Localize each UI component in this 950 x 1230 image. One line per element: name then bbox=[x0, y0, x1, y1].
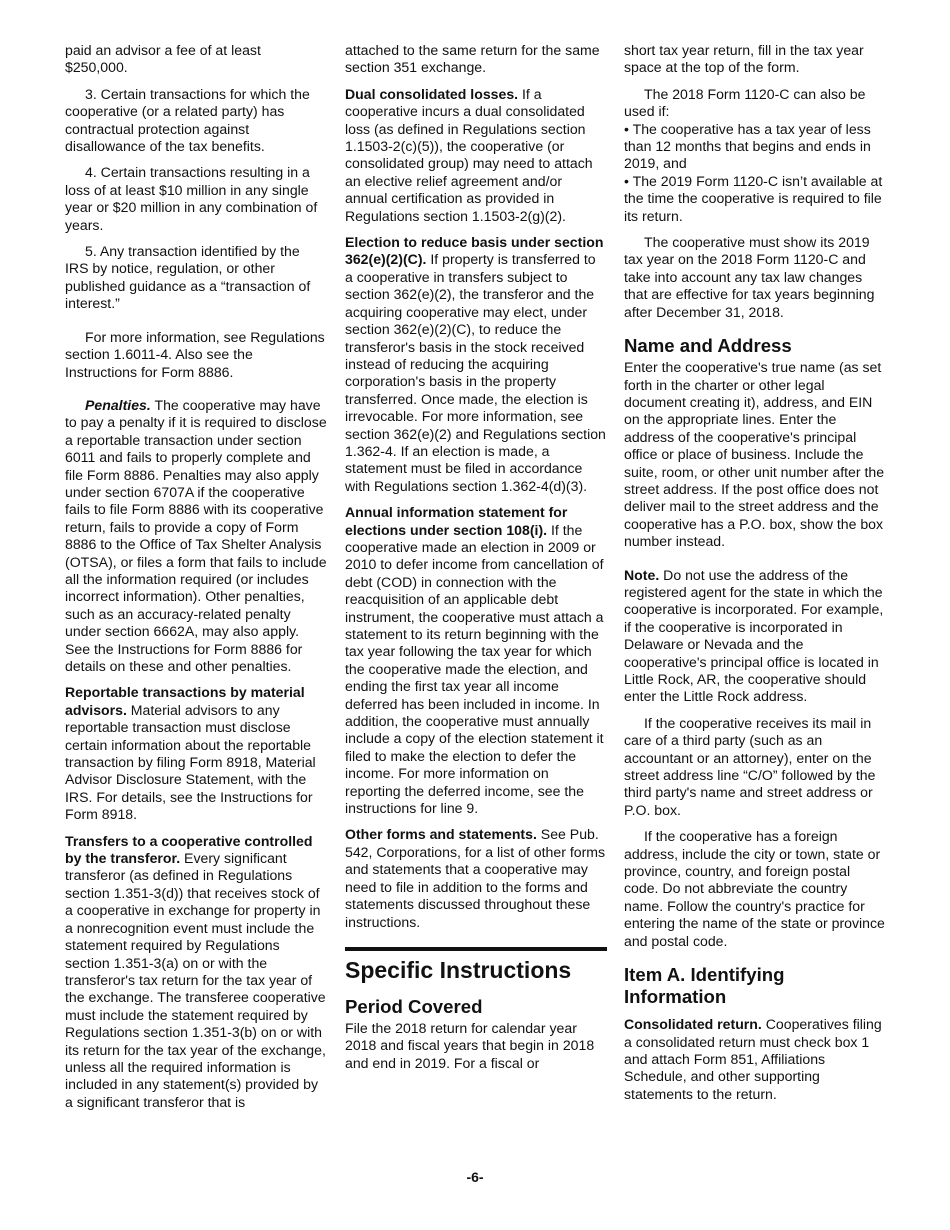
list-item-4: 4. Certain transactions resulting in a loss of at least $10 million in any single year or $20 million in any combination of years. bbox=[65, 164, 318, 233]
dual-losses-heading: Dual consolidated losses. bbox=[345, 85, 519, 102]
dual-losses-text: If a cooperative incurs a dual consolidated loss (as defined in Regulations section 1.1503-2(c)(5)), the cooperative (or consolidated group) may need to attach an elective relief agreement and/or annual certification as provided in Regulations section 1.1503-2(g)(2). bbox=[345, 85, 593, 224]
election-paragraph bbox=[345, 234, 607, 495]
other-forms-text: See Pub. 542, Corporations, for a list of other forms and statements that a cooperative may need to file in addition to the forms and statements discussed throughout these instructions. bbox=[345, 826, 606, 930]
item-a-heading: Item A. Identifying Information bbox=[624, 964, 785, 1008]
bullet-item-1: • The cooperative has a tax year of less than 12 months that begins and ends in 2019, and bbox=[624, 120, 871, 172]
annual-statement-heading: Annual information statement for elections under section 108(i). bbox=[345, 504, 568, 538]
reportable-heading: Reportable transactions by material advisors. bbox=[65, 684, 305, 718]
care-of-paragraph: If the cooperative receives its mail in care of a third party (such as an accountant or an attorney), enter on the street address line “C/O” followed by the third party's name and street address or P.O. box. bbox=[624, 714, 876, 818]
column-2 bbox=[345, 42, 607, 1072]
reportable-text: Material advisors to any reportable transaction must disclose certain information about the reportable transaction by filing Form 8918, Material Advisor Disclosure Statement, with the IRS. For details, see the Instructions for Form 8918. bbox=[65, 701, 316, 823]
dual-losses-paragraph bbox=[345, 86, 607, 225]
also-used-paragraph: The 2018 Form 1120-C can also be used if: bbox=[624, 85, 866, 120]
foreign-address-paragraph: If the cooperative has a foreign address, include the city or town, state or province, country, and foreign postal code. Do not abbreviate the country name. Follow the country's practice for entering the name of the state or province and postal code. bbox=[624, 828, 885, 949]
page-number: -6- bbox=[466, 1169, 484, 1185]
annual-statement-text: If the cooperative made an election in 2009 or 2010 to defer income from cancellation of debt (COD) in connection with the reacquisition of an applicable debt instrument, the cooperative must attach a statement to its return beginning with the tax year following the tax year for which the cooperative made the election, and ending the first tax year all income deferred has been included in income. In addition, the cooperative must annually include a copy of the election statement it filed to make the election to defer the income. For more information on reporting the deferred income, see the instructions for line 9. bbox=[345, 521, 604, 817]
transfers-text: Every significant transferor (as defined in Regulations section 1.351-3(d)) that receives stock of a cooperative in exchange for property in a nonrecognition event must include the statement required by Regulations section 1.351-3(a) on or with the transferor's tax return for the tax year of the exchange. The transferee cooperative must include the statement required by Regulations section 1.351-3(b) on or with its return for the tax year of the exchange, unless all the required information is included in any statement(s) provided by a significant transferor that is bbox=[65, 850, 326, 1110]
note-text: Do not use the address of the registered agent for the state in which the cooperative is incorporated. For example, if the cooperative is incorporated in Delaware or Nevada and the cooperative's principal office is located in Little Rock, AR, the cooperative should enter the Little Rock address. bbox=[624, 566, 884, 705]
consolidated-return-heading: Consolidated return. bbox=[624, 1016, 762, 1033]
more-info-paragraph: For more information, see Regulations section 1.6011-4. Also see the Instructions for Form 8886. bbox=[65, 328, 325, 380]
name-address-text: Enter the cooperative's true name (as set forth in the charter or other legal document creating it), address, and EIN on the appropriate lines. Enter the address of the cooperative's principal office or place of business. Include the suite, room, or other unit number after the street address. If the post office does not deliver mail to the street address and the cooperative has a P.O. box, show the box number instead. bbox=[624, 359, 885, 550]
other-forms-heading: Other forms and statements. bbox=[345, 826, 537, 843]
reportable-paragraph bbox=[65, 684, 327, 823]
election-heading: Election to reduce basis under section 362(e)(2)(C). bbox=[345, 234, 604, 268]
bullet-item-2: • The 2019 Form 1120-C isn’t available at the time the cooperative is required to file its return. bbox=[624, 172, 883, 224]
period-covered-text: File the 2018 return for calendar year 2018 and fiscal years that begin in 2018 and end in 2019. For a fiscal or bbox=[345, 1019, 595, 1071]
list-item-5: 5. Any transaction identified by the IRS by notice, regulation, or other published guidance as a “transaction of interest.” bbox=[65, 243, 311, 312]
paragraph-continuation: attached to the same return for the same section 351 exchange. bbox=[345, 42, 600, 76]
consolidated-return-paragraph bbox=[624, 1016, 887, 1103]
paragraph-continuation: paid an advisor a fee of at least $250,000. bbox=[65, 42, 261, 76]
election-text: If property is transferred to a cooperative in transfers subject to section 362(e)(2), the transferor and the acquiring cooperative may elect, under section 362(e)(2)(C), to reduce the transferor's basis in the stock received instead of reducing the acquiring corporation's basis in the property transferred. Once made, the election is irrevocable. For more information, see section 362(e)(2) and Regulations section 1.362-4. If an election is made, a statement must be filed in accordance with Regulations section 1.362-4(d)(3). bbox=[345, 251, 606, 494]
transfers-paragraph bbox=[65, 833, 327, 1112]
list-item-3: 3. Certain transactions for which the cooperative (or a related party) has contractual protection against disallowance of the tax benefits. bbox=[65, 85, 310, 155]
paragraph-continuation: short tax year return, fill in the tax year space at the top of the form. bbox=[624, 42, 864, 76]
annual-statement-paragraph bbox=[345, 504, 607, 817]
transfers-heading: Transfers to a cooperative controlled by the transferor. bbox=[65, 832, 313, 867]
consolidated-return-text: Cooperatives filing a consolidated return must check box 1 and attach Form 851, Affiliations Schedule, and other supporting statements to the return. bbox=[624, 1016, 882, 1102]
penalties-text: The cooperative may have to pay a penalty if it is required to disclose a reportable transaction under section 6011 and fails to properly complete and file Form 8886. Penalties may also apply under section 6707A if the cooperative fails to file Form 8886 with its cooperative return, fails to provide a copy of Form 8886 to the Office of Tax Shelter Analysis (OTSA), or files a form that fails to include all the information required (or includes incorrect information). Other penalties, such as an accuracy-related penalty under section 6662A, may also apply. See the Instructions for Form 8886 for details on these and other penalties. bbox=[65, 396, 327, 674]
must-show-paragraph: The cooperative must show its 2019 tax year on the 2018 Form 1120-C and take into account any tax law changes that are effective for tax years beginning after December 31, 2018. bbox=[624, 234, 875, 320]
section-rule bbox=[345, 947, 607, 951]
period-covered-heading: Period Covered bbox=[345, 995, 483, 1017]
specific-instructions-heading: Specific Instructions bbox=[345, 956, 572, 983]
penalties-paragraph bbox=[65, 397, 327, 676]
penalties-heading: Penalties. bbox=[85, 396, 151, 413]
note-heading: Note. bbox=[624, 566, 660, 583]
column-1 bbox=[65, 42, 327, 1120]
note-paragraph bbox=[624, 567, 887, 706]
other-forms-paragraph bbox=[345, 826, 607, 930]
name-address-heading: Name and Address bbox=[624, 335, 792, 357]
column-3 bbox=[624, 42, 887, 1103]
